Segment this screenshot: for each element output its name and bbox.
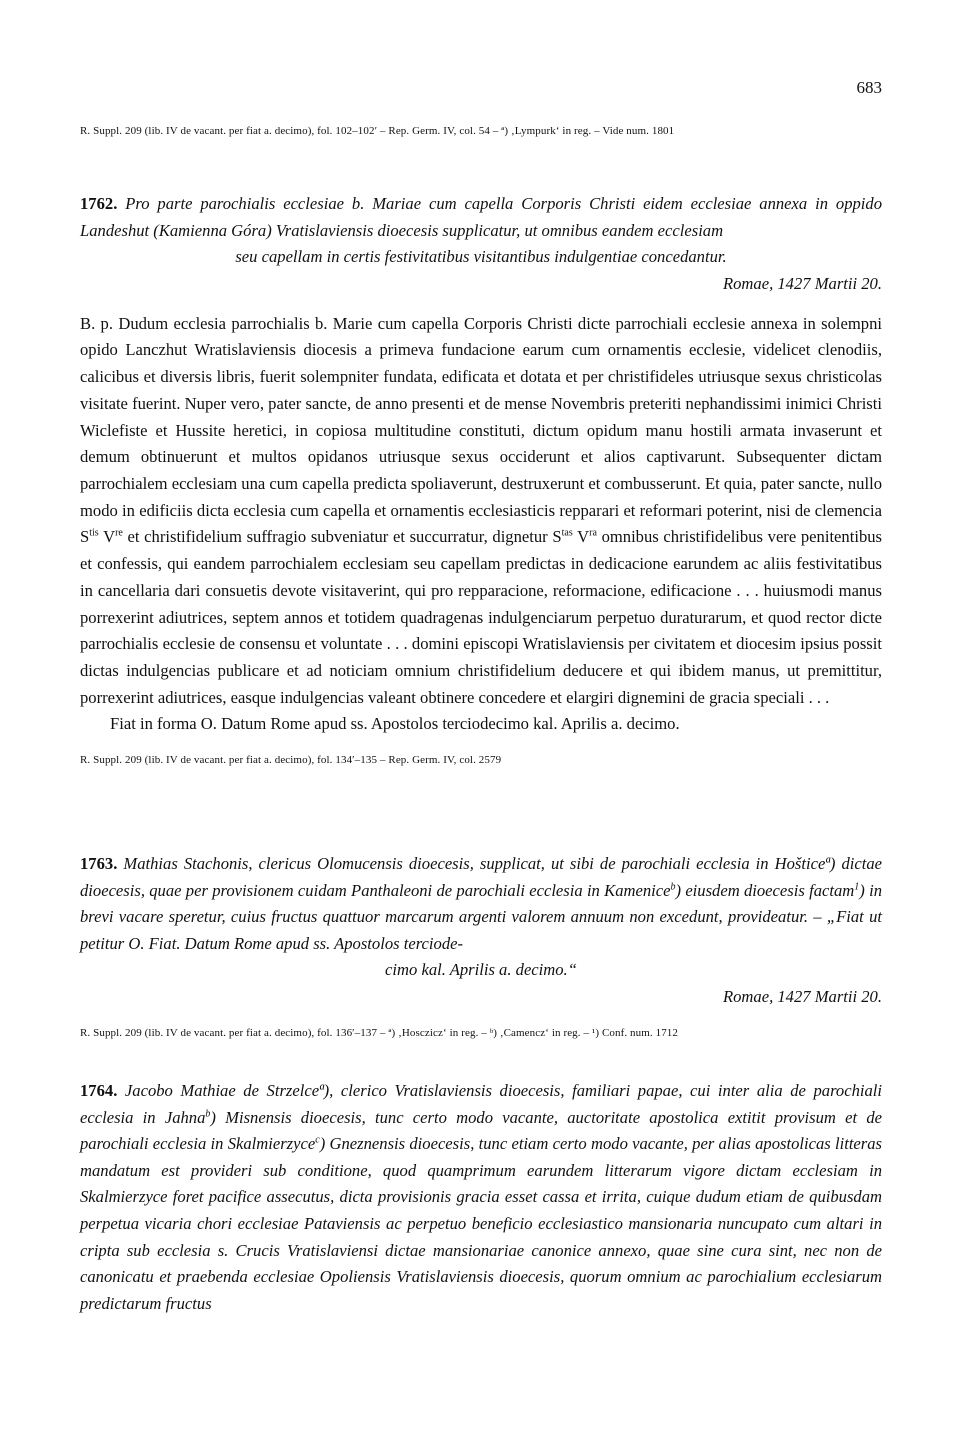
summary-text: ) in brevi vacare speretur, cuius fructus quattuor marcarum argenti valorem annuum non excedunt, provideatur. – „Fiat ut petitur O. Fiat. Datum Rome apud ss. Apostolos terciode- bbox=[80, 880, 882, 953]
body-text: V bbox=[572, 527, 590, 547]
body-text: omnibus christifidelibus vere penitentibus et confessis, qui eandem parrochialem ecclesiam seu capellam predictas in dedicacione earundem ac aliis festivitatibus in cancellaria dari consuetis devote visitaverint, qui pro repparacione, reformacione, edificacione . . . huiusmodi manus porrexerint adiutrices, septem annos et totidem quadragenas indulgenciarum perpetuo duraturarum, et quod rector dicte parrochialis ecclesie de consensu et voluntate . . . domini episcopi Wratislaviensis per civitatem et diocesim ipsius possit dictas indulgencias publicare et ad noticiam omnium christifidelium deducere et qui ibidem manus, ut premittitur, porrexerint adiutrices, easque indulgencias valeant obtinere concedere et elargiri dignemini de gracia speciali . . . bbox=[80, 527, 882, 707]
superscript: b bbox=[205, 1108, 211, 1120]
entry-date: Romae, 1427 Martii 20. bbox=[722, 986, 882, 1006]
summary-text: Mathias Stachonis, clericus Olomucensis dioecesis, supplicat, ut sibi de parochiali ecclesia in Hošticeª) dictae dioecesis, quae per provisionem cuidam Panthaleoni de parochiali ecclesia in Kamenice bbox=[80, 854, 882, 900]
entry-number: 1762. bbox=[80, 194, 118, 213]
fiat-line: Fiat in forma O. Datum Rome apud ss. Apostolos terciodecimo kal. Aprilis a. decimo. bbox=[110, 714, 680, 734]
superscript: tis bbox=[89, 527, 99, 539]
superscript: ra bbox=[589, 527, 597, 539]
superscript: c bbox=[315, 1134, 320, 1146]
summary-text: Jacobo Mathiae de Strzelceª), clerico Vratislaviensis dioecesis, familiari papae, cui inter alia de parochiali ecclesia in Jahna bbox=[80, 1081, 882, 1127]
superscript: re bbox=[115, 527, 123, 539]
summary-text: ) Misnensis dioecesis, tunc certo modo vacante, auctoritate apostolica extitit provisum et de parochiali ecclesia in Skalmierzyce bbox=[80, 1107, 882, 1154]
entry-date: Romae, 1427 Martii 20. bbox=[722, 273, 882, 293]
page-number: 683 bbox=[856, 78, 882, 97]
body-text: et christifidelium suffragio subveniatur et succurratur, dignetur S bbox=[122, 527, 562, 547]
superscript: tas bbox=[561, 527, 573, 539]
entry-1762 bbox=[80, 191, 882, 766]
superscript: b bbox=[670, 881, 676, 893]
summary-text-centered: cimo kal. Aprilis a. decimo.“ bbox=[385, 960, 577, 980]
body-text: V bbox=[98, 527, 116, 547]
summary-text: Pro parte parochialis ecclesiae b. Mariae cum capella Corporis Christi eidem ecclesiae annexa in oppido Landeshut (Kamienna Góra) Vratislaviensis dioecesis supplicatur, ut omnibus eandem ecclesiam bbox=[80, 194, 882, 240]
entry-1764-summary bbox=[80, 1078, 882, 1317]
summary-text: ) Gneznensis dioecesis, tunc etiam certo modo vacante, per alias apostolicas litteras mandatum est provideri sub conditione, quod quamprimum earundem litterarum vigore dictam ecclesiam in Skalmierzyce foret pacifice assecutus, dicta provisionis gracia esset cassa et irrita, cuique dudum etiam de quibusdam perpetua vicaria chori ecclesiae Pataviensis ac perpetuo beneficio ecclesiastico mansionaria nuncupato cum altari in cripta sub ecclesia s. Crucis Vratislaviensi dictae mansionariae canonice annexo, quae sine cura sint, nec non de canonicatu et praebenda ecclesiae Opoliensis Vratislaviensis dioecesis, quorum omnium ac parochialium ecclesiarum predictarum fructus bbox=[80, 1134, 883, 1313]
summary-text-centered: seu capellam in certis festivitatibus visitantibus indulgentiae concedantur. bbox=[235, 247, 727, 267]
entry-reference: R. Suppl. 209 (lib. IV de vacant. per fiat a. decimo), fol. 136′–137 – ª) ‚Hosczicz‘ in reg. – ᵇ) ‚Camencz‘ in reg. – ¹) Conf. num. 1712 bbox=[80, 1026, 679, 1039]
entry-1762-summary bbox=[80, 191, 882, 271]
entry-1763-summary bbox=[80, 851, 882, 984]
entry-reference: R. Suppl. 209 (lib. IV de vacant. per fiat a. decimo), fol. 134′–135 – Rep. Germ. IV, col. 2579 bbox=[80, 754, 502, 767]
summary-text: ) eiusdem dioecesis factam bbox=[675, 880, 855, 900]
superscript: 1 bbox=[854, 881, 860, 893]
entry-1762-body bbox=[80, 311, 882, 712]
entry-1764 bbox=[80, 1078, 882, 1317]
top-reference: R. Suppl. 209 (lib. IV de vacant. per fiat a. decimo), fol. 102–102′ – Rep. Germ. IV, col. 54 – ª) ‚Lympurk‘ in reg. – Vide num. 1801 bbox=[80, 125, 675, 137]
entry-number: 1764. bbox=[80, 1081, 118, 1100]
entry-1763 bbox=[80, 851, 882, 1039]
body-text: B. p. Dudum ecclesia parrochialis b. Marie cum capella Corporis Christi dicte parrochiali ecclesie annexa in solempni opido Lanczhut Wratislaviensis diocesis a primeva fundacione earum cum ornamentis ecclesie, videlicet clenodiis, calicibus et diversis libris, fuerit solempniter fundata, edificata et dotata et per christifideles utriusque sexus christicolas visitate fuerint. Nuper vero, pater sancte, de anno presenti et de mense Novembris preteriti nephandissimi inimici Christi Wiclefiste et Hussite heretici, in copiosa multitudine constituti, dictum opidum manu hostili armata invaserunt et demum obtinuerunt et multos opidanos utriusque sexus occiderunt et alios captivarunt. Subsequenter dictam parrochialem ecclesiam una cum capella predicta spoliaverunt, destruxerunt et combusserunt. Et quia, pater sancte, nullo modo in edificiis dicta ecclesia cum capella et ornamentis ecclesiasticis repparari et reformari poterint, nisi de clemencia S bbox=[80, 313, 882, 547]
entry-number: 1763. bbox=[80, 854, 118, 873]
